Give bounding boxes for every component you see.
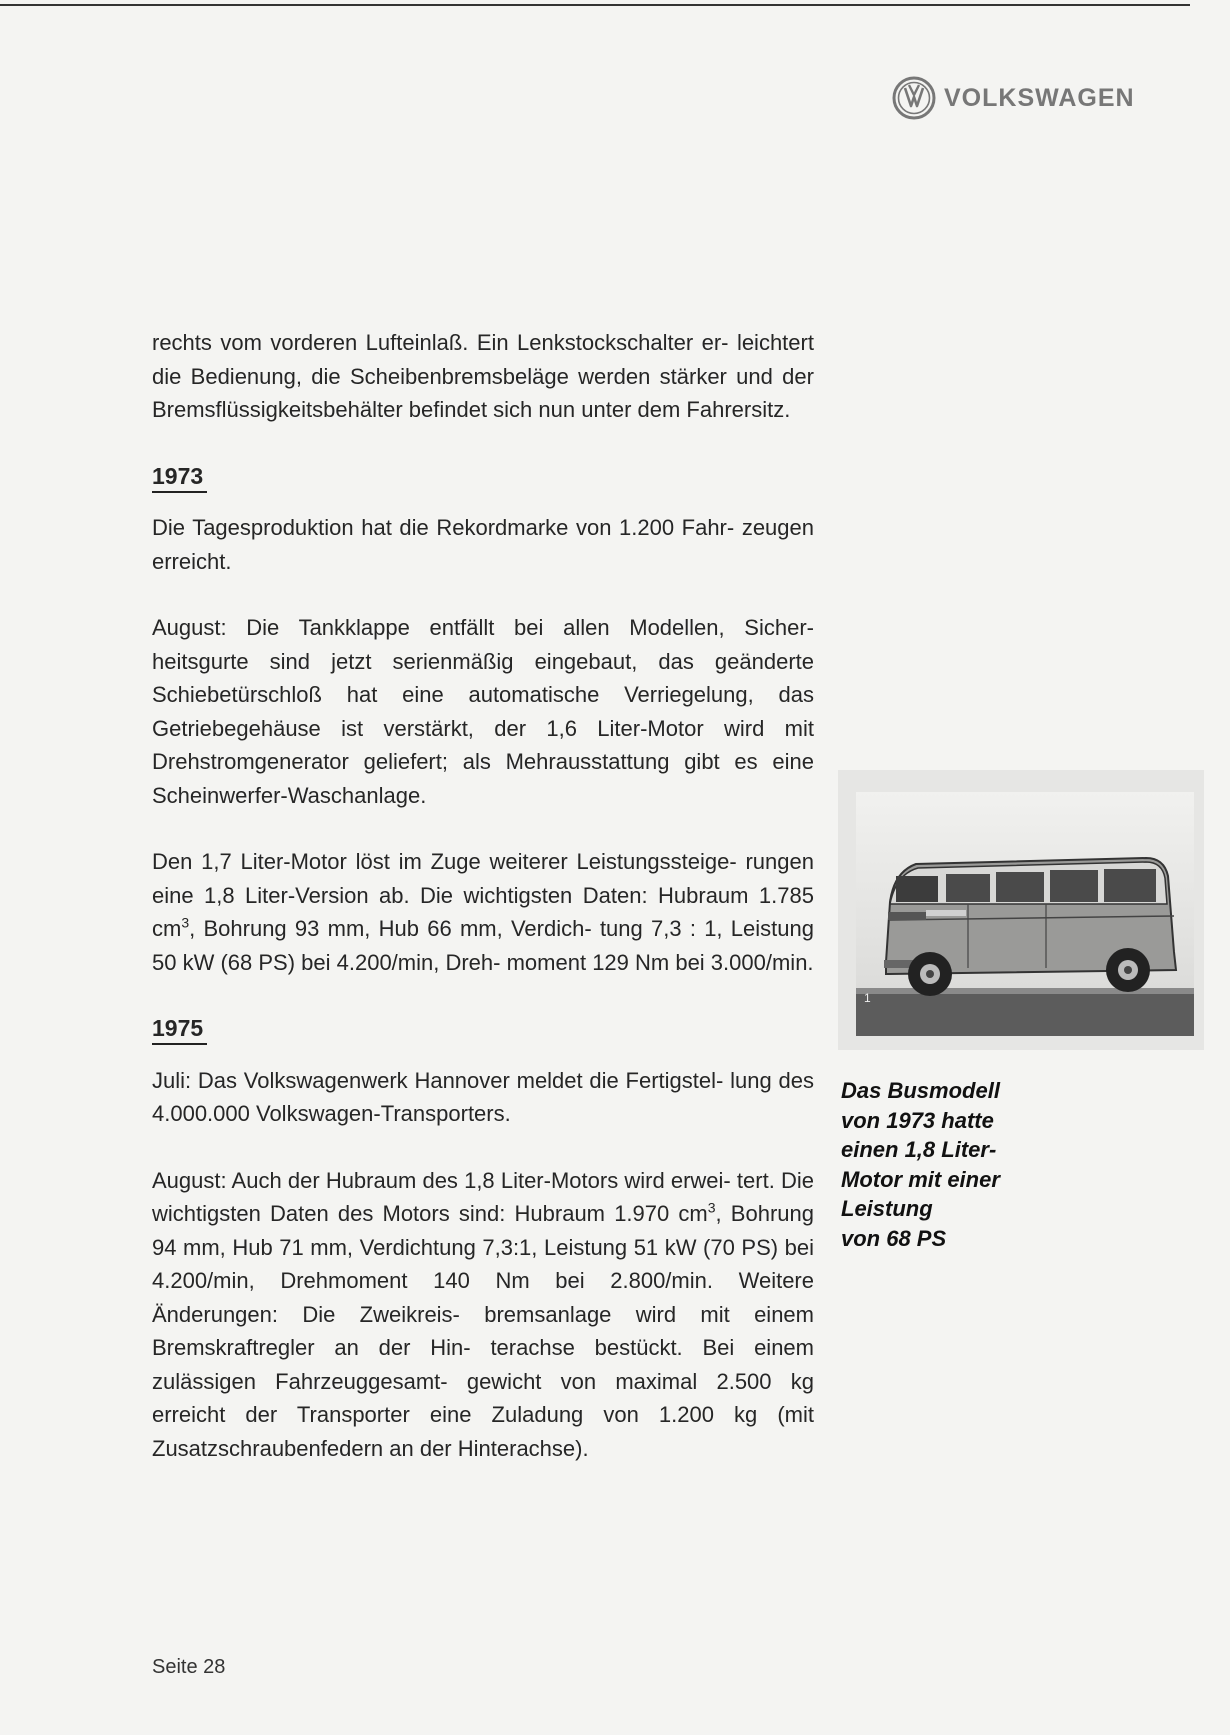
- main-text: [152, 326, 814, 1465]
- top-rule: [0, 4, 1190, 6]
- vw-bus-photo-icon: [856, 792, 1194, 1036]
- photo-corner-mark: 1: [864, 991, 871, 1005]
- page-number: Seite 28: [152, 1656, 226, 1678]
- photo-frame: [838, 770, 1204, 1050]
- photo-caption: Das Busmodell von 1973 hatte einen 1,8 Liter- Motor mit einer Leistung von 68 PS: [841, 1078, 1000, 1251]
- paragraph: Den 1,7 Liter-Motor löst im Zuge weiterer Leistungssteige- rungen eine 1,8 Liter-Version ab. Die wichtigsten Daten: Hubraum 1.785 $cm^3$, Bohrung 93 mm, Hub 66 mm, Verdich- tung 7,3 : 1, Leistung 50 kW (68 PS) bei 4.200/min, Dreh- moment 129 Nm bei 3.000/min.: [152, 849, 814, 975]
- paragraph: Die Tagesproduktion hat die Rekordmarke von 1.200 Fahr- zeugen erreicht.: [152, 515, 814, 574]
- paragraph: Juli: Das Volkswagenwerk Hannover meldet die Fertigstel- lung des 4.000.000 Volkswagen-Transporters.: [152, 1067, 814, 1126]
- paragraph: August: Die Tankklappe entfällt bei allen Modellen, Sicher- heitsgurte sind jetzt serienmäßig eingebaut, das geänderte Schiebetürschloß hat eine automatische Verriegelung, das Getriebegehäuse ist verstärkt, der 1,6 Liter-Motor wird mit Drehstromgenerator geliefert; als Mehrausstattung gibt es eine Scheinwerfer-Waschanlage.: [152, 615, 814, 808]
- brand-name: VOLKSWAGEN: [944, 83, 1135, 112]
- brand-header: [892, 76, 1135, 120]
- paragraph: August: Auch der Hubraum des 1,8 Liter-Motors wird erwei- tert. Die wichtigsten Daten des Motors sind: Hubraum 1.970 $cm^3$, Bohrung 94 mm, Hub 71 mm, Verdichtung 7,3:1, Leistung 51 kW (70 PS) bei 4.200/min, Drehmoment 140 Nm bei 2.800/min. Weitere Änderungen: Die Zweikreis- bremsanlage wird mit einem Bremskraftregler an der Hin- terachse bestückt. Bei einem zulässigen Fahrzeuggesamt- gewicht von maximal 2.500 kg erreicht der Transporter eine Zuladung von 1.200 kg (mit Zusatzschraubenfedern an der Hinterachse).: [152, 1167, 814, 1461]
- vw-logo-icon: [892, 76, 936, 120]
- year-heading-1975: 1975: [152, 1013, 207, 1045]
- year-heading-1973: 1973: [152, 461, 207, 493]
- intro-paragraph: rechts vom vorderen Lufteinlaß. Ein Lenkstockschalter er- leichtert die Bedienung, die Scheibenbremsbeläge werden stärker und der Bremsflüssigkeitsbehälter befindet sich nun unter dem Fahrersitz.: [152, 330, 814, 422]
